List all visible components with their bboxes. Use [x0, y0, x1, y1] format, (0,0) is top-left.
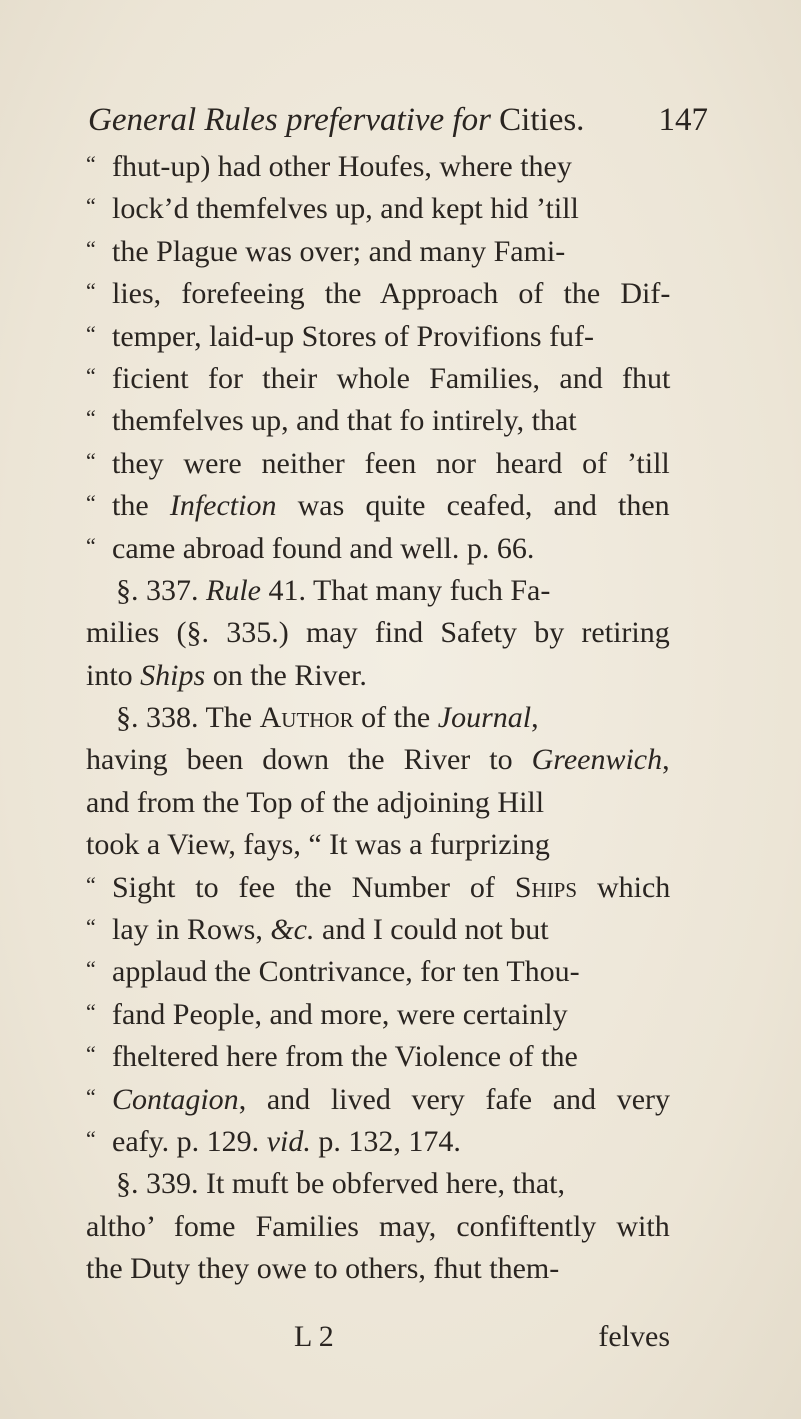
- line-text-part: on the River.: [205, 658, 367, 692]
- text-line: [86, 528, 670, 570]
- line-text-part: ,: [662, 743, 670, 777]
- line-text-part: ficient for their whole Families, and fhut: [112, 361, 671, 395]
- body-text: [86, 146, 671, 1353]
- line-text-part: the Duty they owe to others, fhut them-: [86, 1252, 560, 1286]
- line-text-part: altho’ fome Families may, confiftently with: [86, 1209, 670, 1243]
- line-content: [86, 188, 579, 230]
- line-text-part: Journal: [437, 701, 532, 735]
- text-line: [86, 1036, 670, 1078]
- line-content: [86, 231, 565, 273]
- line-content: [86, 443, 670, 485]
- text-line: [86, 612, 670, 654]
- line-text-part: eafy. p. 129.: [112, 1124, 267, 1158]
- line-text-part: Contagion: [112, 1082, 239, 1116]
- quotation-mark: “: [86, 151, 96, 176]
- text-line: [86, 739, 670, 781]
- line-text-part: ,: [531, 701, 539, 735]
- quotation-mark: “: [86, 278, 96, 304]
- catchline: [86, 1316, 670, 1358]
- line-content: [86, 951, 580, 993]
- line-content: [116, 570, 550, 612]
- line-text-part: fhut-up) had other Houfes, where they: [112, 150, 572, 183]
- text-line: [86, 994, 670, 1036]
- text-line: [86, 782, 670, 824]
- line-content: [86, 146, 572, 188]
- line-text-part: §. 339. It muft be obferved here, that,: [116, 1167, 566, 1201]
- quotation-mark: “: [86, 956, 96, 982]
- quotation-mark: “: [86, 405, 96, 431]
- line-content: [116, 697, 539, 739]
- quotation-mark: “: [86, 532, 96, 558]
- signature-mark: L 2: [294, 1320, 334, 1353]
- text-line: [86, 316, 670, 358]
- line-text-part: milies (§. 335.) may find Safety by retiring: [86, 616, 670, 650]
- line-text-part: Greenwich: [531, 743, 663, 777]
- line-text-part: , and lived very fafe and very: [238, 1082, 671, 1116]
- quotation-mark: “: [86, 235, 96, 261]
- text-line: [86, 1121, 670, 1163]
- line-text-part: and I could not but: [314, 913, 549, 947]
- line-text-part: p. 132, 174.: [310, 1124, 461, 1158]
- text-line: [86, 188, 670, 230]
- line-text-part: was quite ceafed, and then: [276, 489, 670, 523]
- quotation-mark: “: [86, 320, 96, 346]
- running-head-title: General Rules prefervative for: [88, 102, 491, 138]
- line-text-part: Ships: [140, 658, 206, 692]
- quotation-mark: “: [86, 914, 96, 940]
- line-text-part: Rule: [206, 573, 261, 607]
- running-head-title-roman: Cities.: [499, 102, 585, 138]
- text-lines: [86, 146, 670, 1291]
- quotation-mark: “: [86, 362, 96, 388]
- line-text-part: Author: [259, 701, 354, 735]
- text-line: [86, 146, 670, 188]
- line-text-part: of the: [353, 701, 438, 735]
- line-content: [86, 528, 534, 570]
- catchword: felves: [598, 1320, 670, 1353]
- line-content: [86, 400, 577, 442]
- quotation-mark: “: [86, 193, 96, 219]
- line-content: [86, 612, 670, 654]
- text-line: [86, 570, 670, 612]
- line-text-part: applaud the Contrivance, for ten Thou-: [112, 955, 580, 989]
- running-head: [88, 98, 708, 142]
- text-line: [86, 1163, 670, 1205]
- line-text-part: vid.: [266, 1124, 311, 1158]
- line-text-part: &c.: [270, 913, 315, 947]
- line-content: [86, 316, 594, 358]
- text-line: [86, 1248, 670, 1290]
- text-line: [86, 867, 670, 909]
- text-line: [86, 951, 670, 993]
- line-text-part: Ships: [514, 870, 578, 904]
- text-line: [86, 400, 670, 442]
- line-text-part: Infection: [169, 489, 277, 523]
- line-text-part: they were neither feen nor heard of ’till: [112, 446, 670, 480]
- quotation-mark: “: [86, 490, 96, 516]
- line-text-part: the: [112, 489, 170, 523]
- line-content: [86, 1206, 670, 1248]
- line-text-part: lies, forefeeing the Approach of the Dif-: [112, 277, 671, 311]
- text-line: [86, 443, 670, 485]
- line-text-part: fheltered here from the Violence of the: [112, 1040, 578, 1074]
- line-text-part: the Plague was over; and many Fami-: [112, 234, 566, 268]
- quotation-mark: “: [86, 1041, 96, 1067]
- text-line: [86, 1206, 670, 1248]
- line-text-part: and from the Top of the adjoining Hill: [86, 785, 545, 819]
- line-text-part: §. 338. The: [116, 701, 260, 735]
- quotation-mark: “: [86, 1083, 96, 1109]
- line-text-part: which: [577, 870, 671, 904]
- line-content: [86, 655, 367, 697]
- line-content: [86, 358, 670, 400]
- line-content: [86, 739, 670, 781]
- line-content: [86, 485, 670, 527]
- line-text-part: temper, laid-up Stores of Provifions fuf-: [112, 319, 595, 353]
- line-text-part: having been down the River to: [86, 743, 532, 777]
- line-content: [86, 1036, 578, 1078]
- line-text-part: Sight to fee the Number of: [112, 870, 515, 904]
- line-text-part: themfelves up, and that fo intirely, that: [112, 404, 577, 438]
- line-content: [86, 994, 568, 1036]
- line-content: [86, 782, 544, 824]
- line-text-part: lock’d themfelves up, and kept hid ’till: [112, 192, 579, 226]
- line-text-part: 41. That many fuch Fa-: [260, 573, 551, 607]
- text-line: [86, 1079, 670, 1121]
- quotation-mark: “: [86, 871, 96, 897]
- line-content: [86, 1079, 670, 1121]
- line-text-part: took a View, fays, “ It was a furprizing: [86, 828, 550, 862]
- quotation-mark: “: [86, 998, 96, 1024]
- line-text-part: came abroad found and well. p. 66.: [112, 531, 535, 565]
- line-content: [86, 1121, 461, 1163]
- text-line: [86, 231, 670, 273]
- text-line: [86, 909, 670, 951]
- quotation-mark: “: [86, 1125, 96, 1151]
- text-line: [86, 824, 670, 866]
- line-content: [86, 867, 670, 909]
- text-line: [86, 655, 670, 697]
- text-line: [86, 485, 670, 527]
- text-line: [86, 358, 670, 400]
- line-content: [86, 273, 670, 315]
- line-text-part: §. 337.: [116, 573, 206, 607]
- line-content: [116, 1163, 565, 1205]
- quotation-mark: “: [86, 447, 96, 473]
- page-number: 147: [658, 102, 708, 138]
- text-line: [86, 273, 670, 315]
- line-text-part: lay in Rows,: [112, 913, 271, 947]
- line-content: [86, 909, 549, 951]
- line-content: [86, 1248, 559, 1290]
- line-text-part: fand People, and more, were certainly: [112, 997, 568, 1031]
- line-text-part: into: [86, 658, 141, 692]
- line-content: [86, 824, 550, 866]
- text-line: [86, 697, 670, 739]
